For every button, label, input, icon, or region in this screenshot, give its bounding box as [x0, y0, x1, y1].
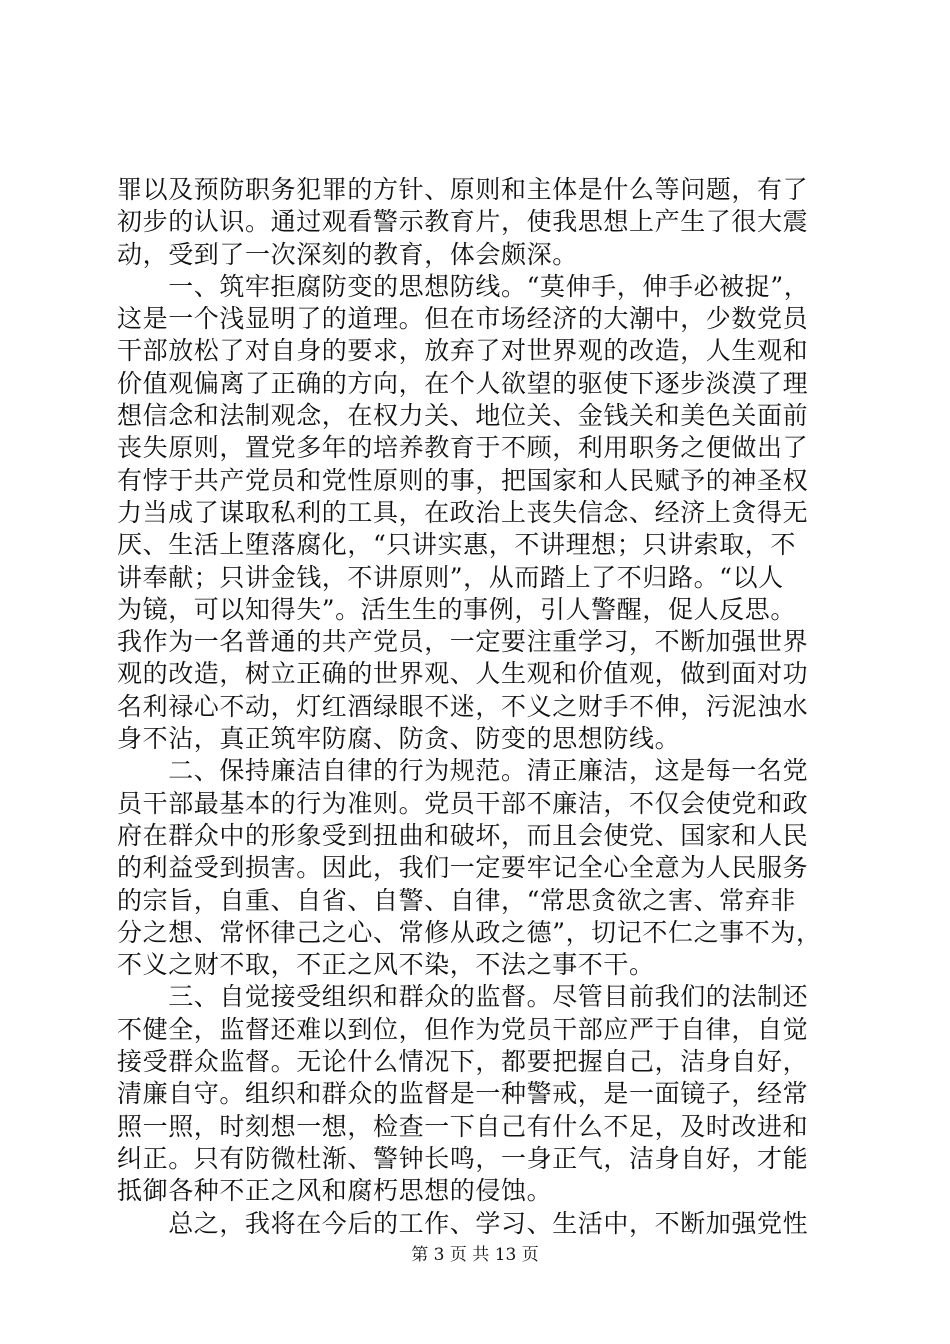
text-line: 府在群众中的形象受到扭曲和破坏，而且会使党、国家和人民 — [117, 820, 809, 850]
text-line: 讲奉献；只讲金钱，不讲原则”，从而踏上了不归路。“以人 — [117, 562, 784, 592]
text-line: 罪以及预防职务犯罪的方针、原则和主体是什么等问题，有了 — [117, 175, 809, 204]
text-line: 想信念和法制观念，在权力关、地位关、金钱关和美色关面前 — [117, 401, 809, 431]
text-line: 观的改造，树立正确的世界观、人生观和价值观，做到面对功 — [117, 659, 809, 689]
text-line: 为镜，可以知得失”。活生生的事例，引人警醒，促人反思。 — [117, 594, 796, 624]
text-line: 不义之财不取，不正之风不染，不法之事不干。 — [117, 950, 655, 980]
page-number-footer: 第 3 页 共 13 页 — [411, 1245, 539, 1265]
text-line: 二、保持廉洁自律的行为规范。清正廉洁，这是每一名党 — [117, 756, 809, 786]
text-line: 的利益受到损害。因此，我们一定要牢记全心全意为人民服务 — [117, 853, 809, 883]
text-line: 分之想、常怀律己之心、常修从政之德”，切记不仁之事不为， — [117, 917, 822, 947]
text-line: 名利禄心不动，灯红酒绿眼不迷，不义之财手不伸，污泥浊水 — [117, 691, 809, 721]
text-line: 初步的认识。通过观看警示教育片，使我思想上产生了很大震 — [117, 207, 809, 237]
text-line: 不健全，监督还难以到位，但作为党员干部应严于自律，自觉 — [117, 1014, 809, 1044]
body-text — [117, 174, 837, 1240]
text-line: 抵御各种不正之风和腐朽思想的侵蚀。 — [117, 1176, 553, 1206]
text-line: 身不沾，真正筑牢防腐、防贪、防变的思想防线。 — [117, 724, 681, 754]
text-line: 纠正。只有防微杜渐、警钟长鸣，一身正气，洁身自好，才能 — [117, 1143, 809, 1173]
text-line: 这是一个浅显明了的道理。但在市场经济的大潮中，少数党员 — [117, 304, 809, 334]
text-line: 三、自觉接受组织和群众的监督。尽管目前我们的法制还 — [117, 982, 809, 1012]
text-line: 丧失原则，置党多年的培养教育于不顾，利用职务之便做出了 — [117, 433, 809, 463]
text-line: 总之，我将在今后的工作、学习、生活中，不断加强党性 — [117, 1208, 809, 1238]
text-line: 价值观偏离了正确的方向，在个人欲望的驱使下逐步淡漠了理 — [117, 368, 809, 398]
text-line: 厌、生活上堕落腐化，“只讲实惠，不讲理想；只讲索取，不 — [117, 530, 796, 560]
text-line: 的宗旨，自重、自省、自警、自律，“常思贪欲之害、常弃非 — [117, 885, 796, 915]
text-line: 动，受到了一次深刻的教育，体会颇深。 — [117, 239, 578, 269]
text-line: 员干部最基本的行为准则。党员干部不廉洁，不仅会使党和政 — [117, 788, 809, 818]
text-line: 有悖于共产党员和党性原则的事，把国家和人民赋予的神圣权 — [117, 465, 809, 495]
text-line: 照一照，时刻想一想，检查一下自己有什么不足，及时改进和 — [117, 1111, 809, 1141]
text-line: 接受群众监督。无论什么情况下，都要把握自己，洁身自好， — [117, 1047, 809, 1077]
text-line: 我作为一名普通的共产党员，一定要注重学习，不断加强世界 — [117, 627, 809, 657]
text-line: 干部放松了对自身的要求，放弃了对世界观的改造，人生观和 — [117, 336, 809, 366]
text-line: 清廉自守。组织和群众的监督是一种警戒，是一面镜子，经常 — [117, 1079, 809, 1109]
text-line: 力当成了谋取私利的工具，在政治上丧失信念、经济上贪得无 — [117, 497, 809, 527]
text-line: 一、筑牢拒腐防变的思想防线。“莫伸手，伸手必被捉”， — [117, 271, 810, 301]
